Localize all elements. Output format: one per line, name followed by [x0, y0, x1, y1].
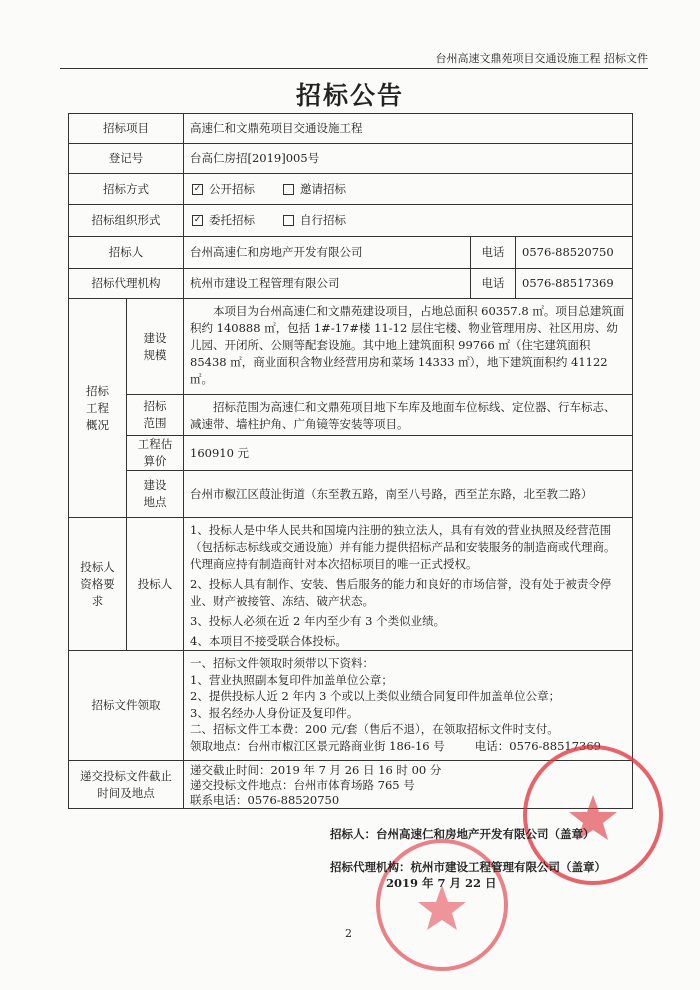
label-submission: 递交投标文件截止时间及地点 [68, 760, 184, 809]
collection-line: 1、营业执照副本复印件加盖单位公章； [190, 672, 393, 687]
method-options [183, 173, 633, 205]
submission-line: 递交截止时间：2019 年 7 月 26 日 16 时 00 分 [190, 763, 442, 777]
option-public: 公开招标 [209, 181, 255, 196]
collection-line: 3、报名经办人身份证及复印件。 [190, 705, 359, 720]
label-agent: 招标代理机构 [68, 268, 184, 299]
label-collection: 招标文件领取 [68, 650, 184, 761]
running-header: 台州高速文鼎苑项目交通设施工程 招标文件 [60, 50, 648, 69]
qualification-item: 3、投标人必须在近 2 年内至少有 3 个类似业绩。 [190, 614, 446, 628]
value-tenderer-phone: 0576-88520750 [515, 236, 633, 269]
label-site: 建设地点 [126, 470, 184, 518]
qualification-item: 1、投标人是中华人民共和国境内注册的独立法人，具有有效的营业执照及经营范围（包括标志标线或交通设施）并有能力提供招标产品和安装服务的制造商或代理商。代理商应持有制造商针对本次招标项目的唯一正式授权。 [190, 523, 616, 571]
footer-agent: 招标代理机构：杭州市建设工程管理有限公司（盖章） [330, 860, 606, 874]
collection-line: 二、招标文件工本费：200 元/套（售后不退），在领取招标文件时支付。 [190, 722, 559, 736]
option-entrusted: 委托招标 [209, 213, 255, 227]
label-qualification: 投标人资格要求 [68, 517, 127, 651]
label-org: 招标组织形式 [68, 204, 184, 237]
footer-tenderer: 招标人：台州高速仁和房地产开发有限公司（盖章） [330, 827, 595, 841]
qualification-item: 2、投标人具有制作、安装、售后服务的能力和良好的市场信誉，没有处于被责令停业、财产被接管、冻结、破产状态。 [190, 577, 612, 608]
submission-line: 联系电话：0576-88520750 [190, 793, 340, 807]
value-agent-phone: 0576-88517369 [515, 268, 633, 299]
label-agent-phone: 电话 [470, 268, 516, 299]
collection-phone: 电话：0576-88517369 [474, 738, 601, 753]
submission-line: 递交投标文件地点：台州市体育场路 765 号 [190, 778, 415, 792]
checkbox-invite[interactable] [283, 184, 294, 195]
label-scope: 招标范围 [126, 394, 184, 436]
value-tenderer: 台州高速仁和房地产开发有限公司 [183, 236, 471, 269]
collection-line: 一、招标文件领取时须带以下资料： [190, 656, 374, 670]
agency-seal-stamp [372, 830, 512, 980]
value-site: 台州市椒江区葭沚街道（东至教五路，南至八号路，西至芷东路，北至教二路） [183, 470, 633, 518]
label-scale: 建设规模 [126, 298, 184, 395]
page-title: 招标公告 [295, 81, 404, 110]
label-project: 招标项目 [68, 113, 184, 144]
value-reg: 台高仁房招[2019]005号 [183, 143, 633, 174]
label-overview: 招标工程概况 [68, 298, 127, 518]
value-agent: 杭州市建设工程管理有限公司 [183, 268, 471, 299]
org-options [183, 204, 633, 237]
collection-address: 领取地点：台州市椒江区景元路商业街 186-16 号 [190, 738, 445, 753]
footer-date: 2019 年 7 月 22 日 [386, 876, 497, 890]
label-tenderer-phone: 电话 [470, 236, 516, 269]
qualification-item: 4、本项目不接受联合体投标。 [190, 634, 347, 648]
label-reg: 登记号 [68, 143, 184, 174]
label-bidder: 投标人 [126, 517, 184, 651]
option-self: 自行招标 [300, 213, 346, 227]
option-invite: 邀请招标 [300, 181, 346, 196]
value-scale: 本项目为台州高速仁和文鼎苑建设项目，占地总面积 60357.8 ㎡。项目总建筑面积约 140888 ㎡，包括 1#-17#楼 11-12 层住宅楼、物业管理用房、社区用房、幼儿园、开闭所、公厕等配套设施。其中地上建筑面积 99766 ㎡（住宅建筑面积 85438 ㎡，商业面积含物业经营用房和菜场 14333 ㎡），地下建筑面积约 41122 ㎡。 [183, 298, 633, 395]
checkbox-entrusted[interactable]: ✓ [193, 215, 202, 225]
value-estimate: 160910 元 [183, 435, 633, 471]
label-tenderer: 招标人 [68, 236, 184, 269]
checkbox-self[interactable] [283, 215, 294, 226]
page-number: 2 [345, 927, 352, 940]
value-scope: 招标范围为高速仁和文鼎苑项目地下车库及地面车位标线、定位器、行车标志、减速带、墙柱护角、广角镜等安装等项目。 [183, 394, 633, 436]
qualification-list [183, 517, 633, 651]
label-estimate: 工程估算价 [126, 435, 184, 471]
value-project: 高速仁和文鼎苑项目交通设施工程 [183, 113, 633, 144]
checkbox-public[interactable]: ✓ [193, 183, 202, 194]
label-method: 招标方式 [68, 173, 184, 205]
collection-line: 2、提供投标人近 2 年内 3 个或以上类似业绩合同复印件加盖单位公章； [190, 689, 561, 703]
